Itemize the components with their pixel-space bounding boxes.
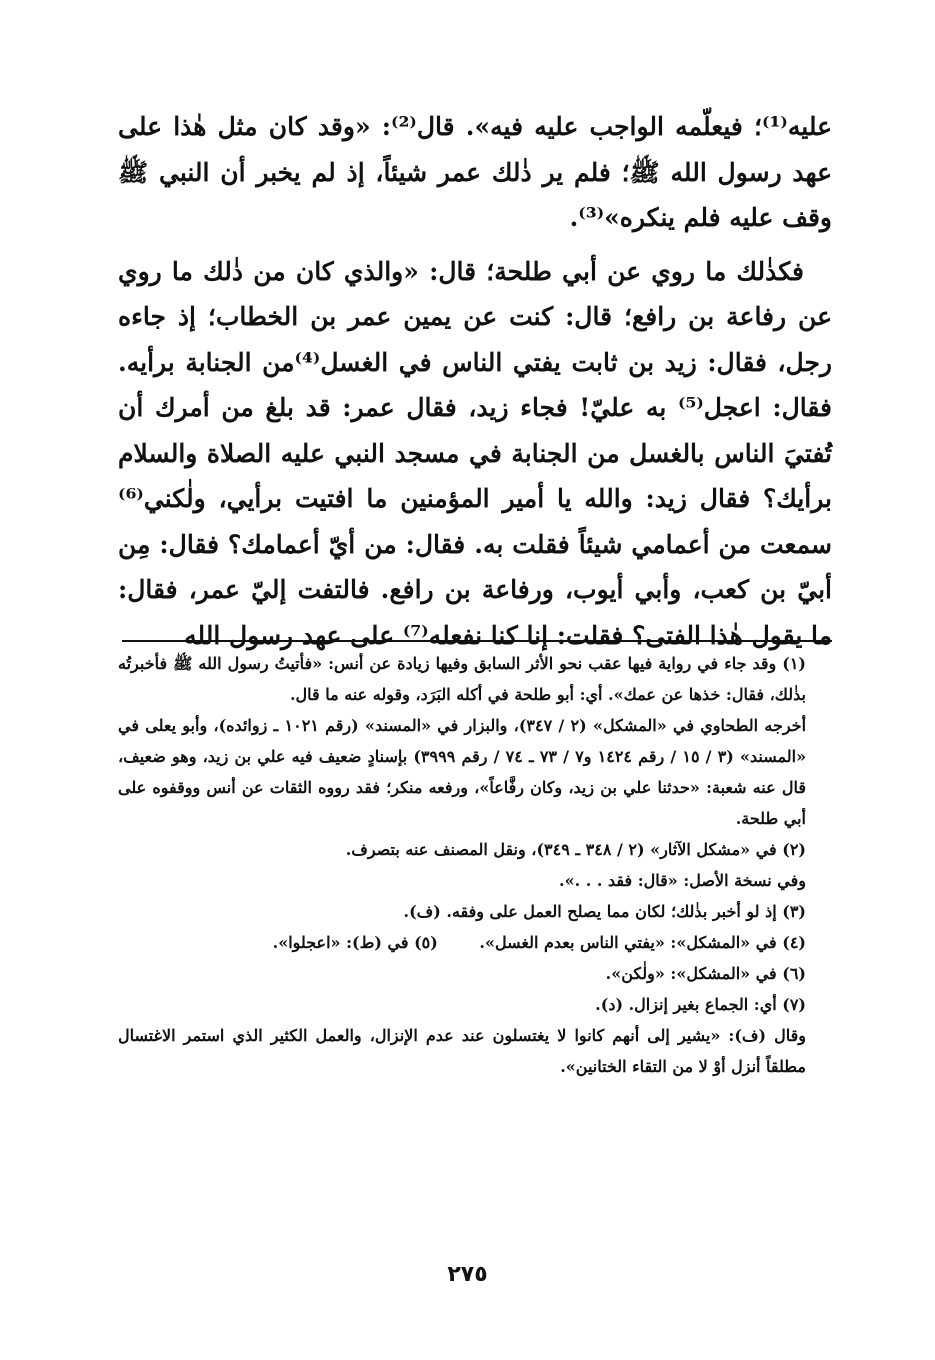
main-paragraph-1: عليه⁽¹⁾؛ فيعلّمه الواجب عليه فيه». قال⁽²⁾: «وقد كان مثل هٰذا على عهد رسول الله ﷺ؛ فلم ير ذٰلك عمر شيئاً، إذ لم يخبر أن النبي ﷺ وقف عليه فلم ينكره»⁽³⁾. [118,112,833,232]
footnote-6: (٦) في «المشكل»: «ولٰكن». [605,964,806,983]
footnote-4-5-line [118,927,832,958]
footnote-5: (٥) في (ط): «اعجلوا». [272,933,438,952]
footnote-2-note: وفي نسخة الأصل: «قال: فقد . . .». [559,871,806,890]
footnote-1: (١) وقد جاء في رواية فيها عقب نحو الأثر السابق وفيها زيادة عن أنس: «فأتيتُ رسول الله ﷺ فأخبرتُه بذٰلك، فقال: خذها عن عمك». أي: أبو طلحة في أكله البَرَد، وقوله عنه ما قال. [118,654,806,704]
footnote-1-source: أخرجه الطحاوي في «المشكل» (٢ / ٣٤٧)، والبزار في «المسند» (رقم ١٠٢١ ـ زوائده)، وأبو يعلى في «المسند» (٣ / ١٥ / رقم ١٤٢٤ و٧ / ٧٣ ـ ٧٤ / رقم ٣٩٩٩) بإسنادٍ ضعيف فيه علي بن زيد، وهو ضعيف، قال عنه شعبة: «حدثنا علي بن زيد، وكان رفَّاعاً»، ورفعه منكر؛ فقد رووه الثقات عن أنس ووقفوه على أبي طلحة. [118,716,807,828]
footnote-separator [122,640,832,642]
footnotes [118,648,832,1082]
footnote-2: (٢) في «مشكل الآثار» (٢ / ٣٤٨ ـ ٣٤٩)، ونقل المصنف عنه بتصرف. [345,840,806,859]
footnote-4: (٤) في «المشكل»: «يفتي الناس بعدم الغسل». [479,933,806,952]
page-number: ٢٧٥ [447,1262,488,1287]
main-paragraph-2: فكذٰلك ما روي عن أبي طلحة؛ قال: «والذي كان من ذٰلك ما روي عن رفاعة بن رافع؛ قال: كنت عن يمين عمر بن الخطاب؛ إذ جاءه رجل، فقال: زيد بن ثابت يفتي الناس في الغسل⁽⁴⁾من الجنابة برأيه. فقال: اعجل⁽⁵⁾ به عليّ! فجاء زيد، فقال عمر: قد بلغ من أمرك أن تُفتيَ الناس بالغسل من الجنابة في مسجد النبي عليه الصلاة والسلام برأيك؟ فقال زيد: والله يا أمير المؤمنين ما افتيت برأيي، ولٰكني⁽⁶⁾ سمعت من أعمامي شيئاً فقلت به. فقال: من أيّ أعمامك؟ فقال: مِن أبيّ بن كعب، وأبي أيوب، ورفاعة بن رافع. فالتفت إليّ عمر، فقال: ما يقول هٰذا الفتى؟ فقلت: إنا كنا نفعله⁽⁷⁾ على عهد رسول الله [118,256,833,650]
footnote-3: (٣) إذ لو أخبر بذٰلك؛ لكان مما يصلح العمل على وفقه. (ف). [403,902,806,921]
footnote-7-note: وقال (ف): «يشير إلى أنهم كانوا لا يغتسلون عند عدم الإنزال، والعمل الكثير الذي استمر الاغتسال مطلقاً أنزل أوْ لا من التقاء الختانين». [118,1026,806,1076]
main-text [118,104,832,658]
footnote-7: (٧) أي: الجماع بغير إنزال. (د). [595,995,806,1014]
